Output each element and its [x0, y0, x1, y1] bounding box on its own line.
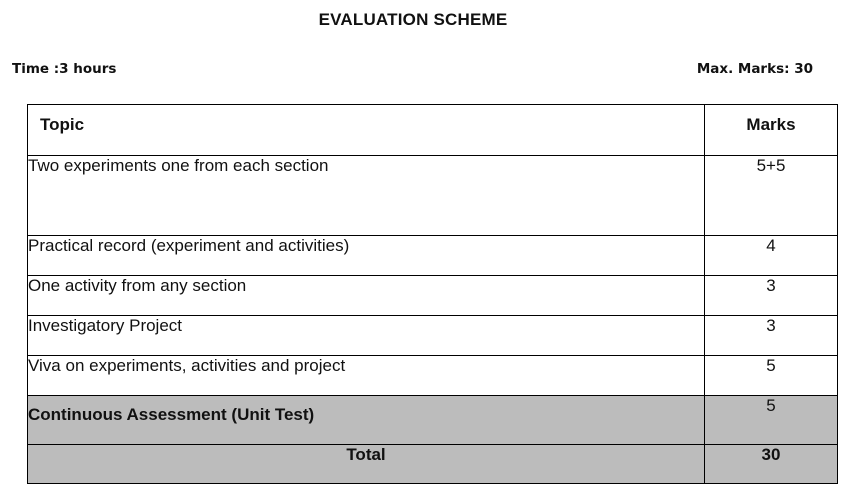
row-marks: 5 — [705, 356, 838, 396]
continuous-assessment-row — [28, 396, 838, 445]
evaluation-table — [27, 104, 838, 484]
row-marks: 4 — [705, 236, 838, 276]
total-marks: 30 — [705, 445, 838, 484]
table-header-row — [28, 105, 838, 156]
table-row — [28, 156, 838, 236]
total-label: Total — [28, 445, 705, 484]
row-topic: Investigatory Project — [28, 316, 705, 356]
row-topic: Two experiments one from each section — [28, 156, 705, 236]
row-marks: 3 — [705, 316, 838, 356]
header-topic: Topic — [28, 105, 705, 156]
continuous-assessment-topic: Continuous Assessment (Unit Test) — [28, 396, 705, 445]
time-label: Time :3 hours — [12, 61, 117, 77]
row-marks: 5+5 — [705, 156, 838, 236]
row-topic: Viva on experiments, activities and project — [28, 356, 705, 396]
row-marks: 3 — [705, 276, 838, 316]
table-row — [28, 316, 838, 356]
table-row — [28, 276, 838, 316]
header-marks: Marks — [705, 105, 838, 156]
max-marks-label: Max. Marks: 30 — [696, 61, 813, 77]
row-topic: One activity from any section — [28, 276, 705, 316]
table-row — [28, 356, 838, 396]
page-title: EVALUATION SCHEME — [318, 10, 508, 29]
table-row — [28, 236, 838, 276]
total-row — [28, 445, 838, 484]
row-topic: Practical record (experiment and activities) — [28, 236, 705, 276]
continuous-assessment-marks: 5 — [705, 396, 838, 445]
